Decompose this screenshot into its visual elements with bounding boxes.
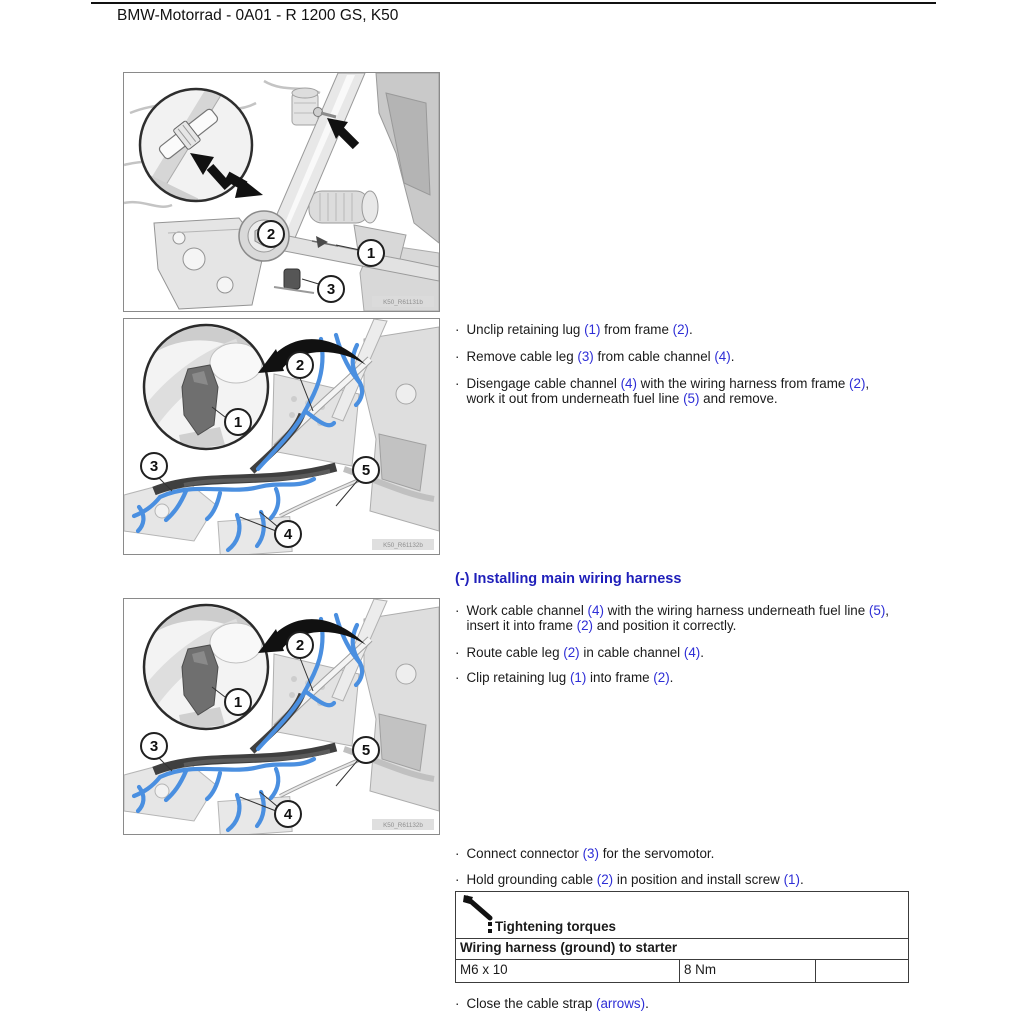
torque-table-row bbox=[456, 960, 908, 982]
torque-cell: 8 Nm bbox=[680, 960, 816, 982]
text-segment: . bbox=[799, 872, 804, 887]
bullet-marker: · bbox=[455, 996, 460, 1011]
part-reference-link[interactable]: (5) bbox=[683, 390, 700, 406]
step-work-channel bbox=[455, 604, 917, 633]
step-text bbox=[466, 377, 869, 406]
bullet-marker: · bbox=[455, 603, 460, 618]
torque-table-title: Tightening torques bbox=[495, 919, 617, 934]
part-reference-link[interactable]: (4) bbox=[620, 376, 637, 391]
text-segment: work it out from underneath fuel line bbox=[466, 390, 684, 406]
figure-harness-removal bbox=[123, 318, 440, 555]
text-segment: Hold grounding cable bbox=[466, 872, 597, 887]
fastener-cell: M6 x 10 bbox=[456, 960, 680, 982]
svg-text:2: 2 bbox=[266, 226, 276, 244]
text-segment: with the wiring harness from frame bbox=[636, 376, 850, 391]
part-reference-link[interactable]: (5) bbox=[868, 603, 886, 618]
callout-3 bbox=[318, 276, 344, 302]
header-rule bbox=[91, 2, 936, 4]
bullet-marker: · bbox=[455, 846, 460, 861]
step-connect-connector bbox=[455, 847, 917, 862]
bullet-marker: · bbox=[455, 322, 460, 337]
text-segment: for the servomotor. bbox=[598, 846, 715, 861]
callout-1 bbox=[358, 240, 384, 266]
tightening-torque-table bbox=[455, 891, 909, 983]
step-disengage-channel bbox=[455, 377, 917, 406]
part-reference-link[interactable]: (2) bbox=[849, 376, 866, 391]
page-title: BMW-Motorrad - 0A01 - R 1200 GS, K50 bbox=[117, 7, 399, 24]
callout-2 bbox=[258, 221, 284, 247]
step-text bbox=[466, 873, 803, 888]
text-segment: Unclip retaining lug bbox=[466, 322, 585, 337]
text-segment: . bbox=[730, 349, 735, 364]
text-segment: , bbox=[865, 376, 870, 391]
bullet-marker: · bbox=[455, 872, 460, 887]
bullet-marker: · bbox=[455, 645, 460, 660]
part-reference-link[interactable]: (3) bbox=[577, 349, 594, 364]
text-segment: . bbox=[689, 322, 693, 337]
step-text bbox=[466, 350, 734, 365]
step-route-cable-leg bbox=[455, 646, 917, 661]
figure-code-label: K50_R61131b bbox=[383, 299, 423, 306]
text-segment: Clip retaining lug bbox=[466, 670, 570, 685]
text-segment: insert it into frame bbox=[466, 617, 577, 633]
text-segment: Close the cable strap bbox=[466, 996, 596, 1011]
text-segment: . bbox=[700, 645, 704, 660]
text-segment: . bbox=[669, 670, 674, 685]
part-reference-link[interactable]: (1) bbox=[783, 872, 800, 887]
bullet-marker: · bbox=[455, 349, 460, 364]
step-grounding-cable bbox=[455, 873, 917, 888]
step-close-cable-strap bbox=[455, 997, 917, 1012]
text-segment: Connect connector bbox=[466, 846, 583, 861]
text-segment: from cable channel bbox=[593, 349, 715, 364]
text-segment: , bbox=[885, 603, 890, 618]
step-text bbox=[466, 323, 692, 338]
part-reference-link[interactable]: (2) bbox=[653, 670, 670, 685]
text-segment: Work cable channel bbox=[466, 603, 588, 618]
text-segment: in cable channel bbox=[579, 645, 684, 660]
svg-text:1: 1 bbox=[366, 245, 376, 263]
part-reference-link[interactable]: (2) bbox=[563, 645, 580, 660]
step-text bbox=[466, 646, 704, 661]
text-segment: from frame bbox=[600, 322, 673, 337]
part-reference-link[interactable]: (4) bbox=[587, 603, 604, 618]
part-reference-link[interactable]: (4) bbox=[714, 349, 731, 364]
text-segment: in position and install screw bbox=[613, 872, 784, 887]
torque-table-subtitle: Wiring harness (ground) to starter bbox=[456, 939, 908, 960]
section-heading-installing-harness: (-) Installing main wiring harness bbox=[455, 571, 682, 587]
figure-harness-install bbox=[123, 598, 440, 835]
part-reference-link[interactable]: (1) bbox=[569, 670, 587, 685]
step-unclip-lug bbox=[455, 323, 917, 338]
part-reference-link[interactable]: (2) bbox=[576, 617, 593, 633]
step-text bbox=[466, 604, 889, 633]
part-reference-link[interactable]: (2) bbox=[596, 872, 614, 887]
text-segment: Route cable leg bbox=[466, 645, 564, 660]
text-segment: with the wiring harness underneath fuel line bbox=[603, 603, 869, 618]
step-clip-lug bbox=[455, 671, 917, 686]
text-segment: into frame bbox=[586, 670, 654, 685]
step-text bbox=[466, 997, 648, 1012]
step-remove-cable-leg bbox=[455, 350, 917, 365]
text-segment: Disengage cable channel bbox=[466, 376, 621, 391]
text-segment: and remove. bbox=[699, 390, 778, 406]
part-reference-link[interactable]: (4) bbox=[683, 645, 701, 660]
step-text bbox=[466, 847, 714, 862]
bullet-marker: · bbox=[455, 376, 460, 391]
figure-removal-detail bbox=[123, 72, 440, 312]
part-reference-link[interactable]: (arrows) bbox=[595, 996, 646, 1011]
svg-text:3: 3 bbox=[326, 281, 336, 299]
note-cell bbox=[816, 960, 908, 982]
part-reference-link[interactable]: (2) bbox=[672, 322, 689, 337]
text-segment: and position it correctly. bbox=[592, 617, 737, 633]
step-text bbox=[466, 671, 673, 686]
part-reference-link[interactable]: (3) bbox=[582, 846, 599, 861]
bullet-marker: · bbox=[455, 670, 460, 685]
text-segment: Remove cable leg bbox=[466, 349, 578, 364]
text-segment: . bbox=[645, 996, 649, 1011]
torque-table-header-row bbox=[456, 892, 908, 939]
part-reference-link[interactable]: (1) bbox=[584, 322, 601, 337]
